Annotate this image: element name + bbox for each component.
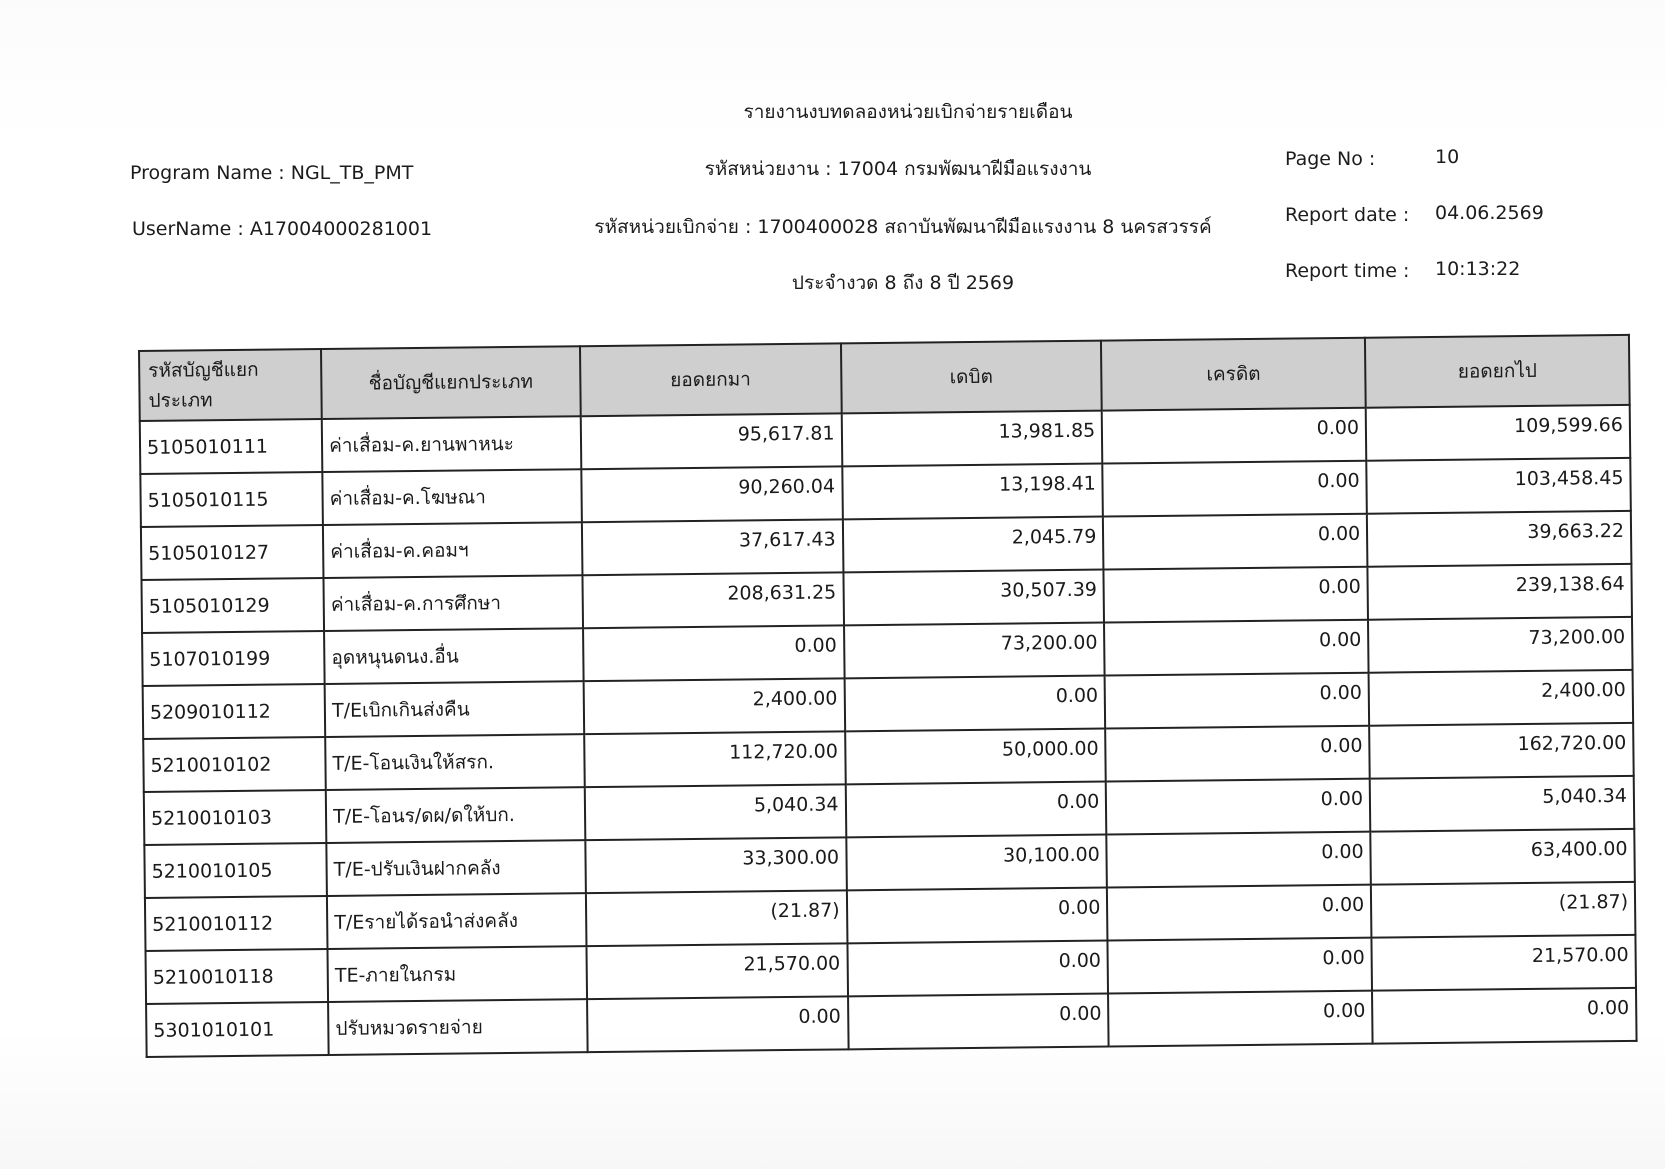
account-name-cell: T/E-ปรับเงินฝากคลัง — [326, 840, 585, 896]
account-name-cell: T/E-โอนเงินให้สรก. — [325, 734, 584, 790]
report-time-value: 10:13:22 — [1435, 258, 1521, 280]
credit-cell: 0.00 — [1104, 620, 1368, 676]
account-code-cell: 5210010103 — [144, 790, 327, 845]
header-carried-forward: ยอดยกไป — [1365, 335, 1630, 408]
credit-cell: 0.00 — [1105, 673, 1369, 729]
credit-cell: 0.00 — [1107, 885, 1371, 941]
account-code-cell: 5105010129 — [141, 578, 324, 633]
account-code-cell: 5105010127 — [141, 525, 324, 580]
carried-forward-cell: 73,200.00 — [1368, 617, 1632, 673]
debit-cell: 73,200.00 — [844, 623, 1105, 679]
account-name-cell: ค่าเสื่อม-ค.การศึกษา — [324, 575, 583, 631]
ledger-table-wrapper — [138, 334, 1638, 1058]
account-name-cell: ค่าเสื่อม-ค.ยานพาหนะ — [322, 416, 581, 472]
credit-cell: 0.00 — [1108, 991, 1372, 1047]
account-name-cell: ค่าเสื่อม-ค.คอมฯ — [323, 522, 582, 578]
user-name: UserName : A17004000281001 — [132, 218, 433, 240]
brought-forward-cell: 90,260.04 — [581, 466, 842, 522]
carried-forward-cell: 21,570.00 — [1372, 935, 1636, 991]
debit-cell: 13,198.41 — [842, 464, 1103, 520]
header-brought-forward: ยอดยกมา — [580, 343, 841, 416]
brought-forward-cell: 21,570.00 — [586, 943, 847, 999]
account-name-cell: T/Eรายได้รอนำส่งคลัง — [327, 893, 586, 949]
brought-forward-cell: 208,631.25 — [582, 572, 843, 628]
header-account-name: ชื่อบัญชีแยกประเภท — [321, 346, 580, 419]
program-name: Program Name : NGL_TB_PMT — [130, 162, 414, 184]
credit-cell: 0.00 — [1105, 726, 1369, 782]
carried-forward-cell: 239,138.64 — [1368, 564, 1632, 620]
report-date-value: 04.06.2569 — [1435, 202, 1544, 224]
carried-forward-cell: 39,663.22 — [1367, 511, 1631, 567]
debit-cell: 0.00 — [845, 782, 1106, 838]
account-code-cell: 5210010118 — [146, 949, 329, 1004]
carried-forward-cell: 0.00 — [1372, 988, 1636, 1044]
account-name-cell: T/E-โอนร/ดผ/ดให้บก. — [326, 787, 585, 843]
brought-forward-cell: 33,300.00 — [585, 837, 846, 893]
account-code-cell: 5105010111 — [140, 419, 323, 474]
carried-forward-cell: 5,040.34 — [1370, 776, 1634, 832]
ledger-table — [138, 334, 1638, 1058]
brought-forward-cell: 2,400.00 — [583, 678, 844, 734]
credit-cell: 0.00 — [1107, 832, 1371, 888]
debit-cell: 2,045.79 — [842, 517, 1103, 573]
debit-cell: 0.00 — [844, 676, 1105, 732]
account-code-cell: 5210010102 — [143, 737, 326, 792]
header-credit: เครดิต — [1101, 338, 1366, 411]
disbursement-unit-line: รหัสหน่วยเบิกจ่าย : 1700400028 สถาบันพัฒนาฝีมือแรงงาน 8 นครสวรรค์ — [594, 216, 1212, 238]
report-title: รายงานงบทดลองหน่วยเบิกจ่ายรายเดือน — [743, 101, 1073, 123]
account-code-cell: 5210010112 — [145, 896, 328, 951]
account-code-cell: 5301010101 — [146, 1002, 329, 1057]
account-code-cell: 5210010105 — [144, 843, 327, 898]
period-line: ประจำงวด 8 ถึง 8 ปี 2569 — [791, 272, 1015, 294]
account-code-cell: 5209010112 — [143, 684, 326, 739]
carried-forward-cell: 2,400.00 — [1369, 670, 1633, 726]
account-name-cell: ปรับหมวดรายจ่าย — [328, 999, 587, 1055]
credit-cell: 0.00 — [1108, 938, 1372, 994]
carried-forward-cell: 162,720.00 — [1369, 723, 1633, 779]
debit-cell: 13,981.85 — [841, 411, 1102, 467]
brought-forward-cell: 5,040.34 — [585, 784, 846, 840]
carried-forward-cell: 63,400.00 — [1370, 829, 1634, 885]
brought-forward-cell: 95,617.81 — [581, 413, 842, 469]
debit-cell: 30,507.39 — [843, 570, 1104, 626]
debit-cell: 0.00 — [847, 941, 1108, 997]
report-time-label: Report time : — [1285, 260, 1410, 282]
page-no-value: 10 — [1435, 146, 1460, 168]
account-name-cell: TE-ภายในกรม — [328, 946, 587, 1002]
brought-forward-cell: (21.87) — [586, 890, 847, 946]
brought-forward-cell: 0.00 — [587, 996, 848, 1052]
debit-cell: 50,000.00 — [845, 729, 1106, 785]
brought-forward-cell: 37,617.43 — [582, 519, 843, 575]
credit-cell: 0.00 — [1104, 567, 1368, 623]
debit-cell: 30,100.00 — [846, 835, 1107, 891]
header-debit: เดบิต — [841, 341, 1102, 414]
account-code-cell: 5105010115 — [140, 472, 323, 527]
account-name-cell: ค่าเสื่อม-ค.โฆษณา — [322, 469, 581, 525]
page-no-label: Page No : — [1285, 148, 1376, 170]
agency-line: รหัสหน่วยงาน : 17004 กรมพัฒนาฝีมือแรงงาน — [704, 158, 1092, 180]
header-account-code: รหัสบัญชีแยกประเภท — [139, 349, 322, 421]
credit-cell: 0.00 — [1103, 514, 1367, 570]
debit-cell: 0.00 — [848, 994, 1109, 1050]
credit-cell: 0.00 — [1106, 779, 1370, 835]
report-date-label: Report date : — [1285, 204, 1410, 226]
brought-forward-cell: 112,720.00 — [584, 731, 845, 787]
brought-forward-cell: 0.00 — [583, 625, 844, 681]
account-code-cell: 5107010199 — [142, 631, 325, 686]
debit-cell: 0.00 — [846, 888, 1107, 944]
account-name-cell: T/Eเบิกเกินส่งคืน — [325, 681, 584, 737]
credit-cell: 0.00 — [1103, 461, 1367, 517]
carried-forward-cell: 109,599.66 — [1366, 405, 1630, 461]
carried-forward-cell: 103,458.45 — [1366, 458, 1630, 514]
carried-forward-cell: (21.87) — [1371, 882, 1635, 938]
credit-cell: 0.00 — [1102, 408, 1366, 464]
account-name-cell: อุดหนุนดนง.อื่น — [324, 628, 583, 684]
